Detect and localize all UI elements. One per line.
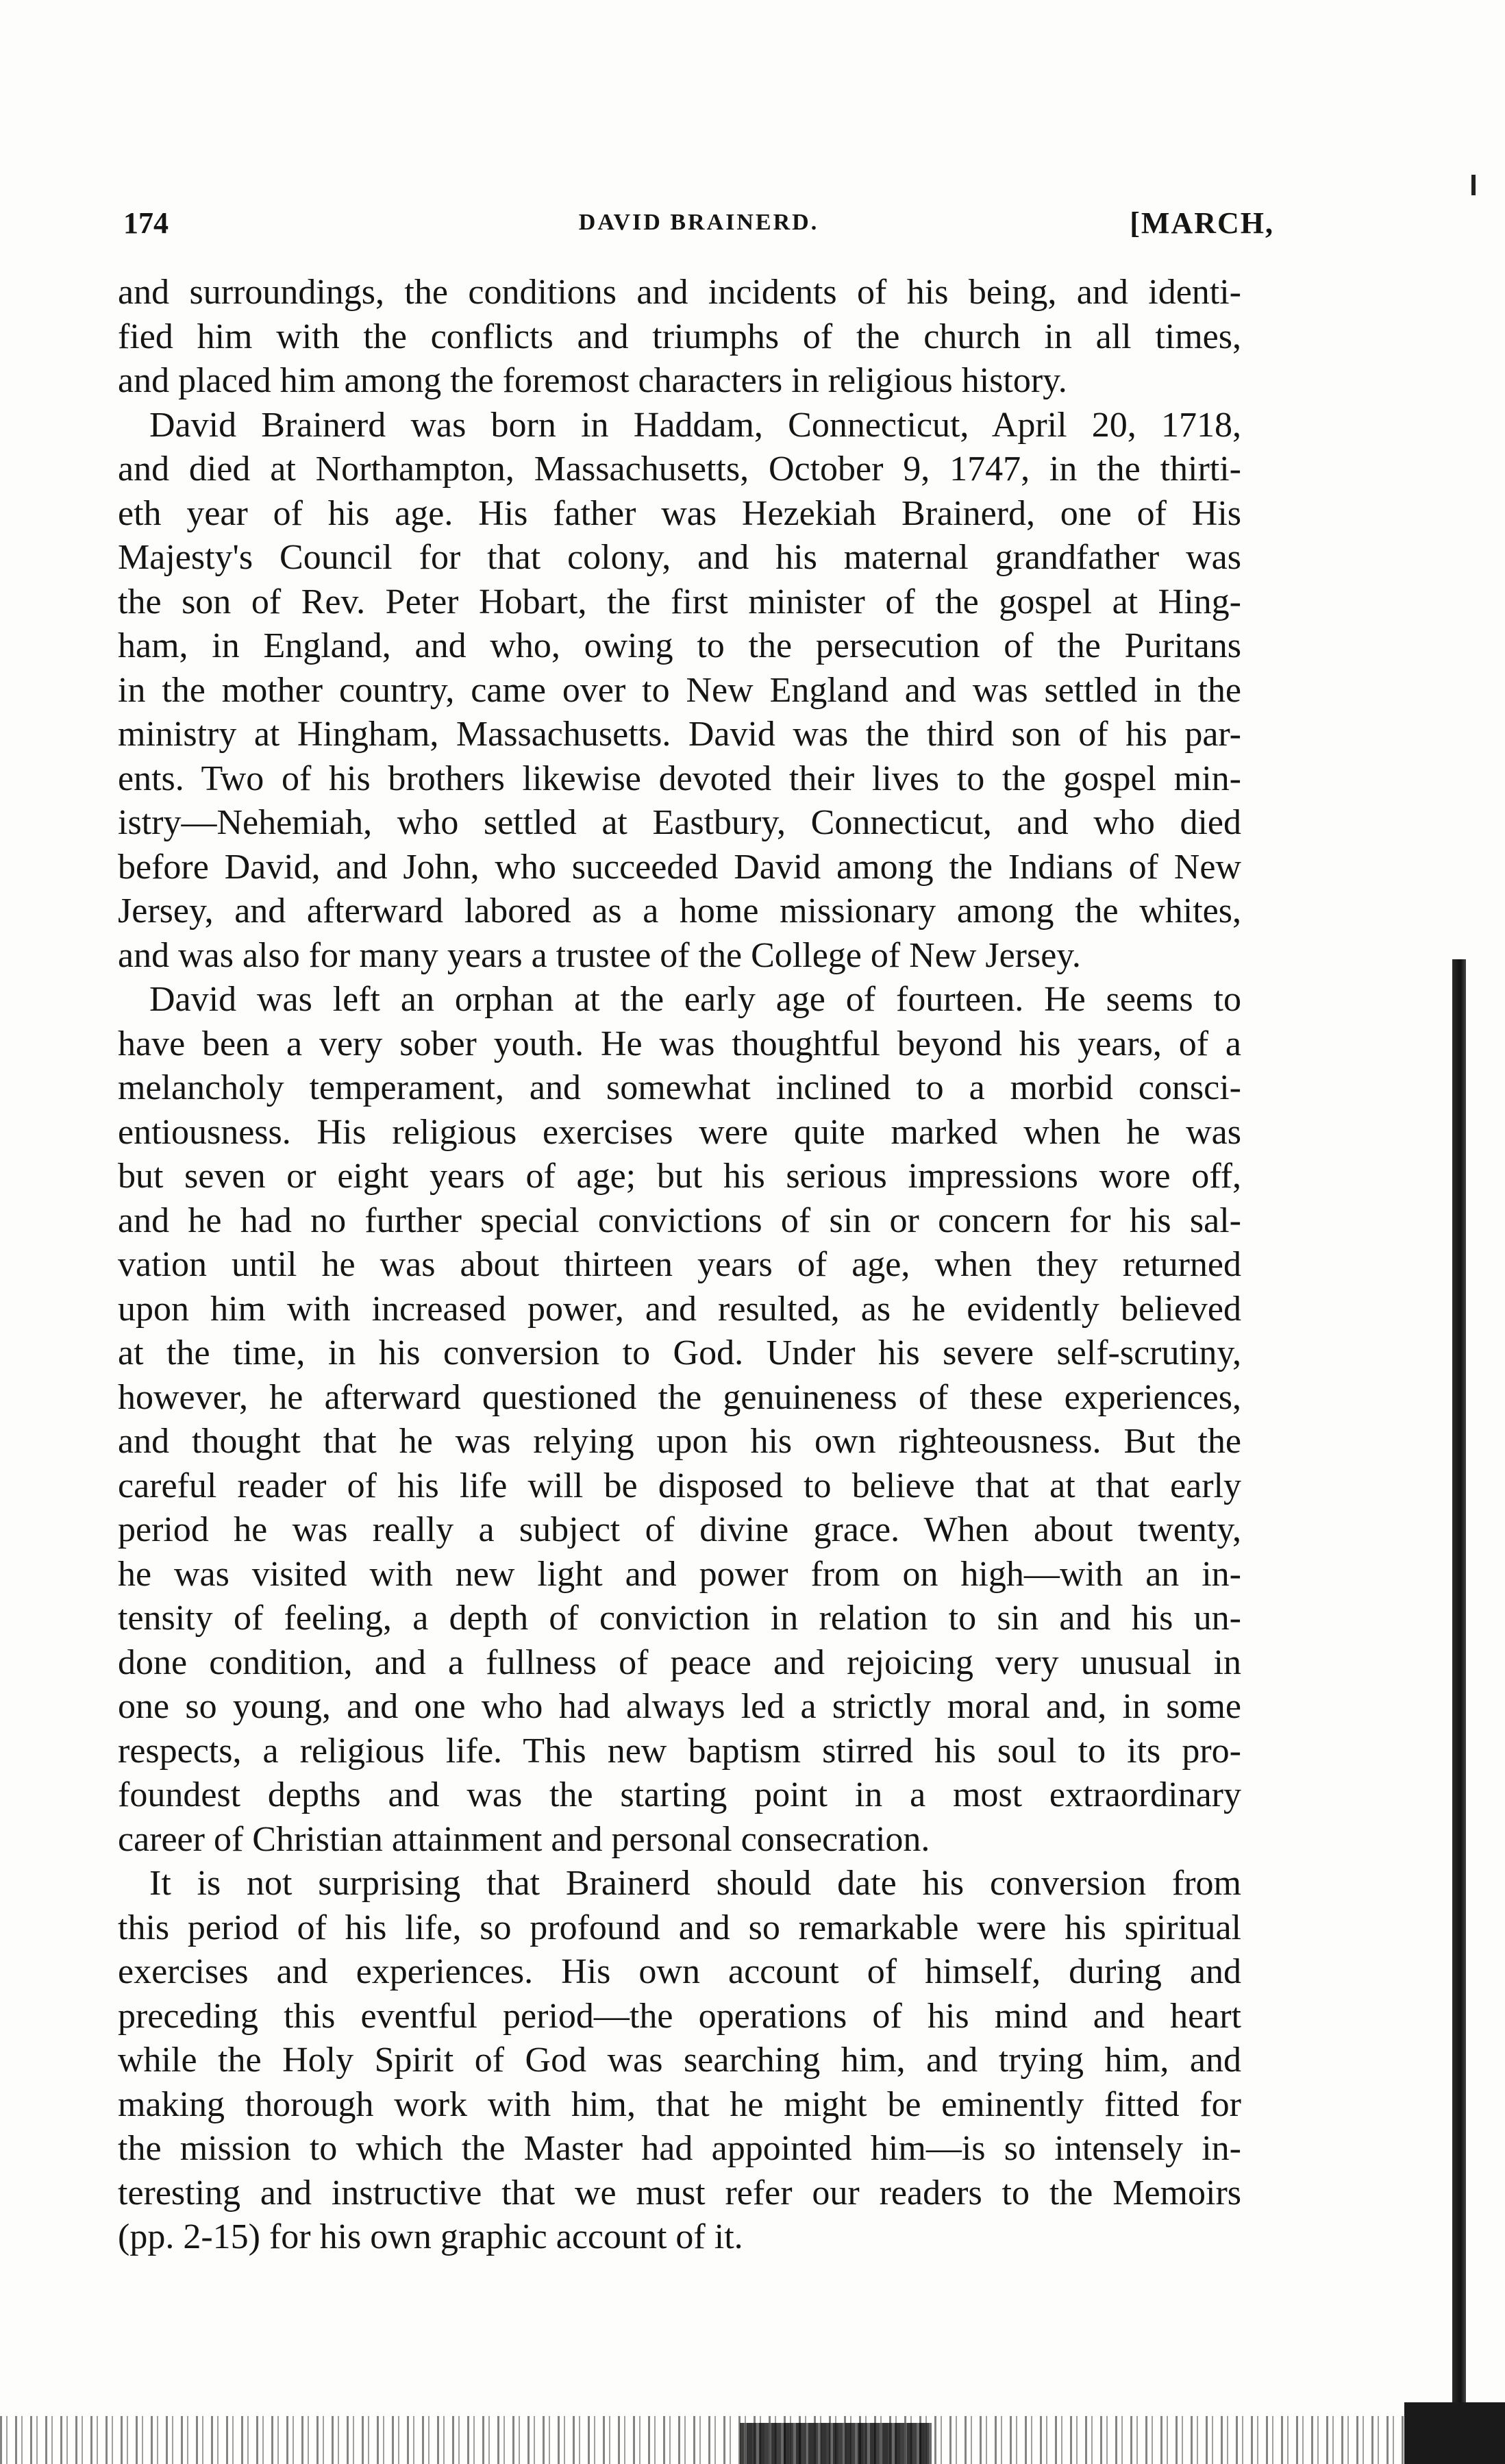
text-line: upon him with increased power, and resulted, as he evidently believed	[118, 1289, 1241, 1329]
text-line: and was also for many years a trustee of the College of New Jersey.	[118, 935, 1081, 975]
text-line: istry—Nehemiah, who settled at Eastbury, Connecticut, and who died	[118, 803, 1241, 842]
text-line: one so young, and one who had always led a strictly moral and, in some	[118, 1687, 1241, 1726]
text-line: teresting and instructive that we must refer our readers to the Memoirs	[118, 2173, 1241, 2213]
scan-corner-shadow	[1404, 2402, 1505, 2464]
text-line: melancholy temperament, and somewhat inclined to a morbid consci-	[118, 1068, 1241, 1107]
text-line: the son of Rev. Peter Hobart, the first minister of the gospel at Hing-	[118, 582, 1241, 621]
scan-bottom-noise-dark	[740, 2423, 932, 2464]
text-line: vation until he was about thirteen years of age, when they returned	[118, 1245, 1241, 1284]
text-line: career of Christian attainment and personal consecration.	[118, 1819, 930, 1859]
paragraph-1	[118, 271, 1241, 404]
text-line: entiousness. His religious exercises were quite marked when he was	[118, 1112, 1241, 1152]
text-line: the mission to which the Master had appointed him—is so intensely in-	[118, 2129, 1241, 2168]
text-line: respects, a religious life. This new baptism stirred his soul to its pro-	[118, 1731, 1241, 1771]
body-text	[118, 271, 1241, 2260]
text-line: while the Holy Spirit of God was searching him, and trying him, and	[118, 2041, 1241, 2080]
text-line: David was left an orphan at the early age of fourteen. He seems to	[149, 980, 1241, 1019]
text-line: preceding this eventful period—the operations of his mind and heart	[118, 1996, 1241, 2036]
text-line: careful reader of his life will be disposed to believe that at that early	[118, 1466, 1241, 1505]
text-line: have been a very sober youth. He was thoughtful beyond his years, of a	[118, 1024, 1241, 1063]
scan-edge-mark	[1471, 175, 1476, 195]
text-line: and surroundings, the conditions and incidents of his being, and identi-	[118, 273, 1241, 312]
page-number: 174	[123, 206, 169, 240]
page-header	[123, 206, 1274, 247]
text-line: fied him with the conflicts and triumphs of the church in all times,	[118, 317, 1241, 356]
text-line: and died at Northampton, Massachusetts, October 9, 1747, in the thirti-	[118, 449, 1241, 489]
text-line: period he was really a subject of divine grace. When about twenty,	[118, 1510, 1241, 1549]
text-line: Majesty's Council for that colony, and his maternal grandfather was	[118, 538, 1241, 577]
text-line: (pp. 2-15) for his own graphic account of it.	[118, 2217, 743, 2256]
text-line: It is not surprising that Brainerd should date his conversion from	[149, 1864, 1241, 1903]
text-line: Jersey, and afterward labored as a home missionary among the whites,	[118, 891, 1241, 931]
paragraph-4	[118, 1862, 1241, 2260]
text-line: making thorough work with him, that he might be eminently fitted for	[118, 2084, 1241, 2124]
text-line: before David, and John, who succeeded David among the Indians of New	[118, 847, 1241, 887]
text-line: and he had no further special convictions of sin or concern for his sal-	[118, 1200, 1241, 1240]
text-line: exercises and experiences. His own account of himself, during and	[118, 1952, 1241, 1991]
text-line: and placed him among the foremost characters in religious history.	[118, 361, 1067, 400]
scan-edge-shadow	[1452, 959, 1466, 2412]
text-line: foundest depths and was the starting point in a most extraordinary	[118, 1775, 1241, 1814]
text-line: and thought that he was relying upon his own righteousness. But the	[118, 1422, 1241, 1461]
text-line: however, he afterward questioned the genuineness of these experiences,	[118, 1377, 1241, 1417]
running-title: DAVID BRAINERD.	[578, 210, 819, 235]
text-line: in the mother country, came over to New England and was settled in the	[118, 670, 1241, 710]
text-line: at the time, in his conversion to God. Under his severe self-scrutiny,	[118, 1333, 1241, 1372]
running-month: [MARCH,	[1130, 206, 1274, 240]
text-line: but seven or eight years of age; but his serious impressions wore off,	[118, 1157, 1241, 1196]
text-line: done condition, and a fullness of peace and rejoicing very unusual in	[118, 1642, 1241, 1682]
text-line: David Brainerd was born in Haddam, Connecticut, April 20, 1718,	[149, 405, 1241, 445]
text-line: this period of his life, so profound and so remarkable were his spiritual	[118, 1908, 1241, 1947]
text-line: ents. Two of his brothers likewise devoted their lives to the gospel min-	[118, 759, 1241, 798]
paragraph-2	[118, 404, 1241, 978]
text-line: tensity of feeling, a depth of conviction in relation to sin and his un-	[118, 1599, 1241, 1638]
paragraph-3	[118, 978, 1241, 1862]
text-line: eth year of his age. His father was Hezekiah Brainerd, one of His	[118, 493, 1241, 533]
text-line: ministry at Hingham, Massachusetts. David was the third son of his par-	[118, 715, 1241, 754]
text-line: ham, in England, and who, owing to the persecution of the Puritans	[118, 626, 1241, 665]
text-line: he was visited with new light and power from on high—with an in-	[118, 1554, 1241, 1594]
